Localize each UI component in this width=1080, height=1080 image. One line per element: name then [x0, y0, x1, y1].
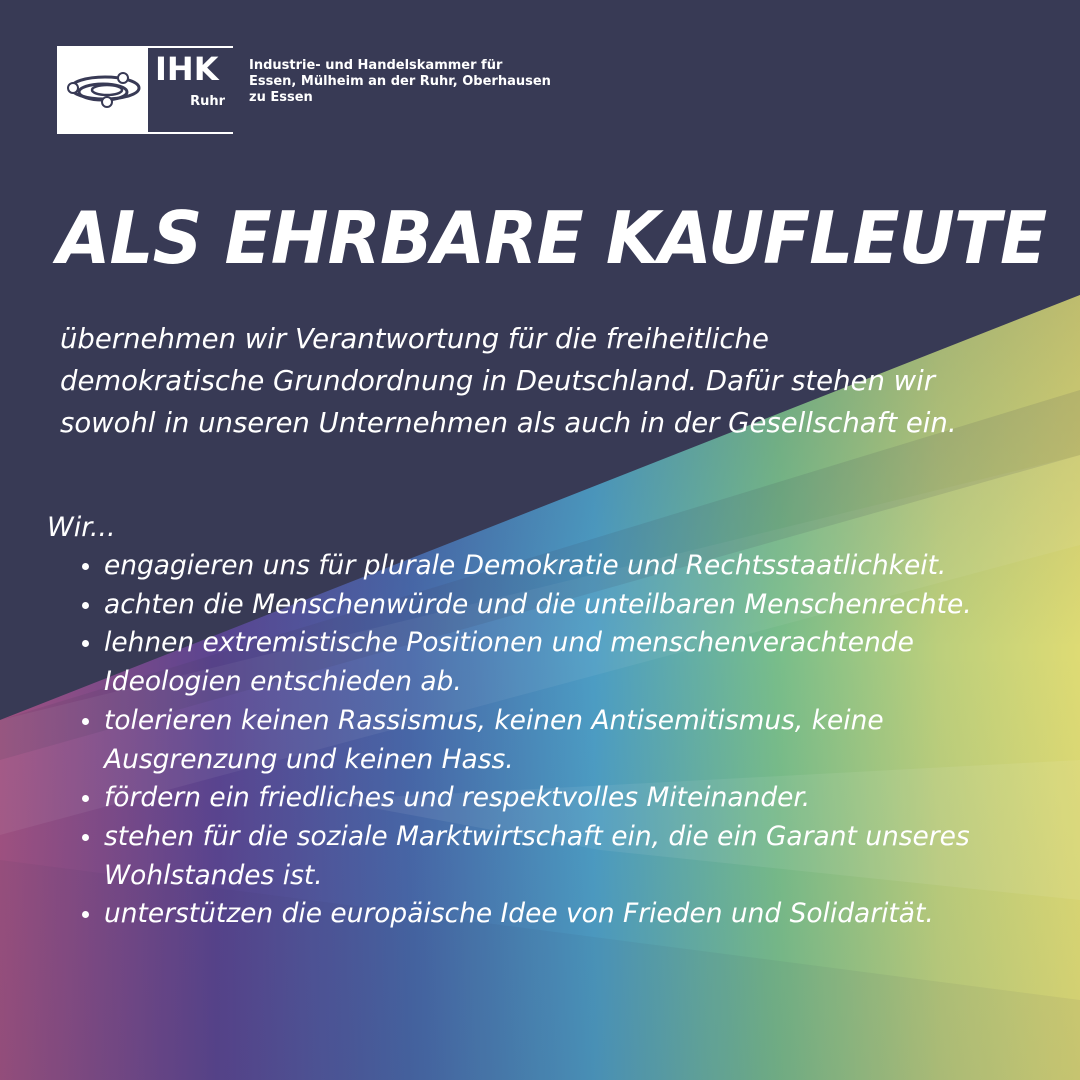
- intro-line: demokratische Grundordnung in Deutschland. Dafür stehen wir: [60, 365, 936, 397]
- pledge-line: stehen für die soziale Marktwirtschaft ein, die ein Garant unseres: [104, 820, 970, 852]
- pledge-item: [80, 547, 1070, 586]
- pledge-line: lehnen extremistische Positionen und menschenverachtende: [104, 627, 914, 659]
- chamber-name-line: zu Essen: [249, 90, 313, 105]
- pledge-line: Ideologien entschieden ab.: [104, 666, 462, 698]
- pledge-line: unterstützen die europäische Idee von Frieden und Solidarität.: [104, 898, 934, 930]
- pledge-line: Ausgrenzung und keinen Hass.: [104, 743, 514, 775]
- intro-paragraph: [60, 318, 1060, 444]
- logo-region: Ruhr: [190, 94, 225, 109]
- headline: ALS EHRBARE KAUFLEUTE: [57, 196, 1047, 280]
- pledge-line: achten die Menschenwürde und die unteilbaren Menschenrechte.: [104, 588, 972, 620]
- chamber-name-line: Essen, Mülheim an der Ruhr, Oberhausen: [249, 74, 551, 89]
- ihk-ring-emblem-icon: [63, 66, 147, 114]
- pledge-item: [80, 702, 1070, 779]
- pledge-item: [80, 895, 1070, 934]
- pledge-item: [80, 624, 1070, 701]
- pledge-line: fördern ein friedliches und respektvolles Miteinander.: [104, 782, 811, 814]
- pledge-item: [80, 779, 1070, 818]
- pledge-item: [80, 586, 1070, 625]
- intro-line: sowohl in unseren Unternehmen als auch in der Gesellschaft ein.: [60, 407, 957, 439]
- pledge-item: [80, 818, 1070, 895]
- pledge-line: tolerieren keinen Rassismus, keinen Antisemitismus, keine: [104, 704, 884, 736]
- chamber-name-line: Industrie- und Handelskammer für: [249, 58, 503, 73]
- ihk-logo: [57, 46, 233, 134]
- intro-line: übernehmen wir Verantwortung für die freiheitliche: [60, 323, 769, 355]
- list-intro: Wir...: [47, 512, 116, 543]
- pledge-line: engagieren uns für plurale Demokratie und Rechtsstaatlichkeit.: [104, 550, 947, 581]
- logo-abbreviation: IHK: [155, 50, 219, 88]
- chamber-name: [249, 58, 551, 106]
- pledge-line: Wohlstandes ist.: [104, 859, 323, 891]
- pledge-list: [80, 547, 1070, 934]
